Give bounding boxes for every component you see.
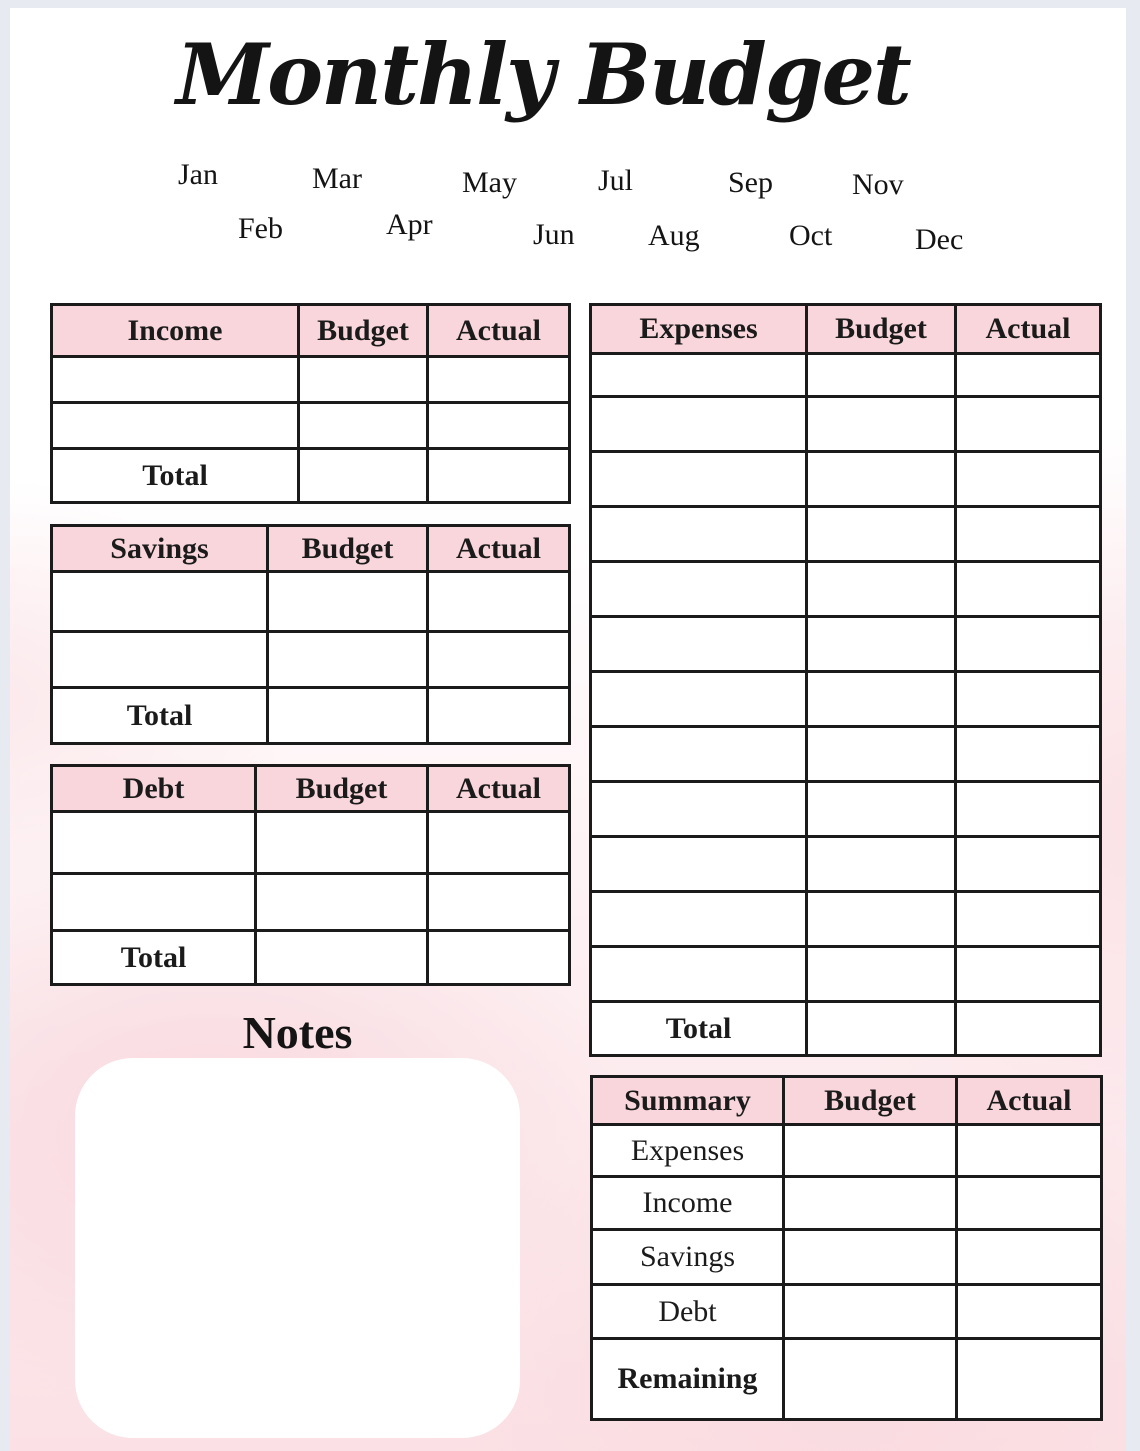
summary-budget-header-cell: Budget — [784, 1077, 957, 1125]
expenses-total-actual-cell — [956, 1002, 1101, 1056]
summary-income-label-cell: Income — [592, 1177, 784, 1230]
month-apr: Apr — [386, 208, 433, 241]
expense-actual-cell — [956, 354, 1101, 397]
debt-total-budget-cell — [256, 931, 428, 985]
income-total-actual-cell — [428, 449, 570, 503]
income-row — [52, 357, 570, 403]
summary-income-budget-cell — [784, 1177, 957, 1230]
savings-total-budget-cell — [268, 688, 428, 744]
page-title: Monthly Budget — [176, 25, 910, 124]
income-table — [50, 303, 571, 504]
savings-row — [52, 632, 570, 688]
summary-savings-budget-cell — [784, 1230, 957, 1285]
expense-item-cell — [591, 507, 807, 562]
expense-budget-cell — [807, 397, 956, 452]
expense-actual-cell — [956, 507, 1101, 562]
month-mar: Mar — [312, 162, 362, 195]
summary-debt-label-cell: Debt — [592, 1285, 784, 1339]
expenses-row — [591, 727, 1101, 782]
month-aug: Aug — [648, 219, 700, 252]
notes-heading: Notes — [242, 1007, 353, 1058]
summary-remaining-budget-cell — [784, 1339, 957, 1420]
summary-debt-budget-cell — [784, 1285, 957, 1339]
expense-actual-cell — [956, 947, 1101, 1002]
expense-item-cell — [591, 562, 807, 617]
summary-table — [590, 1075, 1103, 1421]
expense-item-cell — [591, 672, 807, 727]
savings-actual-cell — [428, 632, 570, 688]
debt-item-cell — [52, 874, 256, 931]
income-total-row — [52, 449, 570, 503]
month-jun: Jun — [533, 218, 575, 251]
expenses-row — [591, 354, 1101, 397]
income-actual-cell — [428, 357, 570, 403]
expenses-row — [591, 672, 1101, 727]
debt-total-actual-cell — [428, 931, 570, 985]
summary-debt-row — [592, 1285, 1102, 1339]
expense-item-cell — [591, 782, 807, 837]
expenses-row — [591, 782, 1101, 837]
month-nov: Nov — [852, 168, 904, 201]
expense-item-cell — [591, 947, 807, 1002]
expenses-budget-header-cell: Budget — [807, 305, 956, 354]
expense-actual-cell — [956, 727, 1101, 782]
debt-table — [50, 764, 571, 986]
expense-budget-cell — [807, 892, 956, 947]
savings-header-cell: Savings — [52, 526, 268, 572]
expense-budget-cell — [807, 837, 956, 892]
expenses-row — [591, 452, 1101, 507]
summary-expenses-budget-cell — [784, 1125, 957, 1177]
debt-budget-cell — [256, 874, 428, 931]
expense-actual-cell — [956, 782, 1101, 837]
summary-expenses-row — [592, 1125, 1102, 1177]
month-oct: Oct — [789, 219, 833, 252]
expense-item-cell — [591, 452, 807, 507]
expense-budget-cell — [807, 562, 956, 617]
expense-item-cell — [591, 354, 807, 397]
income-header-cell: Income — [52, 305, 299, 357]
expense-actual-cell — [956, 397, 1101, 452]
debt-budget-cell — [256, 812, 428, 874]
expense-budget-cell — [807, 452, 956, 507]
month-jan: Jan — [178, 158, 218, 191]
summary-expenses-actual-cell — [957, 1125, 1102, 1177]
savings-total-actual-cell — [428, 688, 570, 744]
savings-total-row — [52, 688, 570, 744]
summary-income-row — [592, 1177, 1102, 1230]
expenses-row — [591, 837, 1101, 892]
summary-expenses-label-cell: Expenses — [592, 1125, 784, 1177]
expenses-total-budget-cell — [807, 1002, 956, 1056]
expense-budget-cell — [807, 672, 956, 727]
income-row — [52, 403, 570, 449]
income-total-budget-cell — [299, 449, 428, 503]
debt-total-row — [52, 931, 570, 985]
expense-actual-cell — [956, 837, 1101, 892]
income-budget-cell — [299, 403, 428, 449]
income-total-label-cell: Total — [52, 449, 299, 503]
expense-budget-cell — [807, 507, 956, 562]
month-jul: Jul — [598, 164, 634, 197]
debt-row — [52, 812, 570, 874]
debt-total-label-cell: Total — [52, 931, 256, 985]
summary-header-cell: Summary — [592, 1077, 784, 1125]
expense-item-cell — [591, 727, 807, 782]
expenses-header-cell: Expenses — [591, 305, 807, 354]
expense-item-cell — [591, 617, 807, 672]
income-budget-header-cell: Budget — [299, 305, 428, 357]
expenses-row — [591, 507, 1101, 562]
month-sep: Sep — [728, 166, 773, 199]
expenses-actual-header-cell: Actual — [956, 305, 1101, 354]
month-dec: Dec — [915, 223, 964, 256]
expenses-row — [591, 892, 1101, 947]
expense-budget-cell — [807, 947, 956, 1002]
expenses-row — [591, 397, 1101, 452]
savings-budget-header-cell: Budget — [268, 526, 428, 572]
month-feb: Feb — [238, 212, 283, 245]
expense-actual-cell — [956, 672, 1101, 727]
expense-actual-cell — [956, 562, 1101, 617]
expense-actual-cell — [956, 617, 1101, 672]
summary-remaining-row — [592, 1339, 1102, 1420]
savings-row — [52, 572, 570, 632]
expense-item-cell — [591, 837, 807, 892]
debt-item-cell — [52, 812, 256, 874]
expenses-row — [591, 947, 1101, 1002]
income-actual-header-cell: Actual — [428, 305, 570, 357]
income-actual-cell — [428, 403, 570, 449]
debt-actual-cell — [428, 874, 570, 931]
income-item-cell — [52, 357, 299, 403]
savings-budget-cell — [268, 572, 428, 632]
summary-actual-header-cell: Actual — [957, 1077, 1102, 1125]
savings-budget-cell — [268, 632, 428, 688]
summary-debt-actual-cell — [957, 1285, 1102, 1339]
expense-item-cell — [591, 892, 807, 947]
savings-item-cell — [52, 632, 268, 688]
debt-row — [52, 874, 570, 931]
expenses-total-label-cell: Total — [591, 1002, 807, 1056]
planner-page — [10, 8, 1126, 1451]
expense-actual-cell — [956, 892, 1101, 947]
savings-actual-cell — [428, 572, 570, 632]
expenses-row — [591, 562, 1101, 617]
summary-remaining-label-cell: Remaining — [592, 1339, 784, 1420]
expense-budget-cell — [807, 727, 956, 782]
expense-item-cell — [591, 397, 807, 452]
savings-table — [50, 524, 571, 745]
income-item-cell — [52, 403, 299, 449]
debt-budget-header-cell: Budget — [256, 766, 428, 812]
month-may: May — [462, 166, 517, 199]
expenses-row — [591, 617, 1101, 672]
summary-income-actual-cell — [957, 1177, 1102, 1230]
savings-item-cell — [52, 572, 268, 632]
savings-total-label-cell: Total — [52, 688, 268, 744]
debt-actual-header-cell: Actual — [428, 766, 570, 812]
summary-savings-actual-cell — [957, 1230, 1102, 1285]
expenses-total-row — [591, 1002, 1101, 1056]
summary-savings-row — [592, 1230, 1102, 1285]
expense-actual-cell — [956, 452, 1101, 507]
debt-header-cell: Debt — [52, 766, 256, 812]
expense-budget-cell — [807, 354, 956, 397]
summary-remaining-actual-cell — [957, 1339, 1102, 1420]
debt-actual-cell — [428, 812, 570, 874]
income-budget-cell — [299, 357, 428, 403]
summary-savings-label-cell: Savings — [592, 1230, 784, 1285]
savings-actual-header-cell: Actual — [428, 526, 570, 572]
expense-budget-cell — [807, 617, 956, 672]
expense-budget-cell — [807, 782, 956, 837]
notes-area — [75, 1058, 520, 1438]
expenses-table — [589, 303, 1102, 1057]
